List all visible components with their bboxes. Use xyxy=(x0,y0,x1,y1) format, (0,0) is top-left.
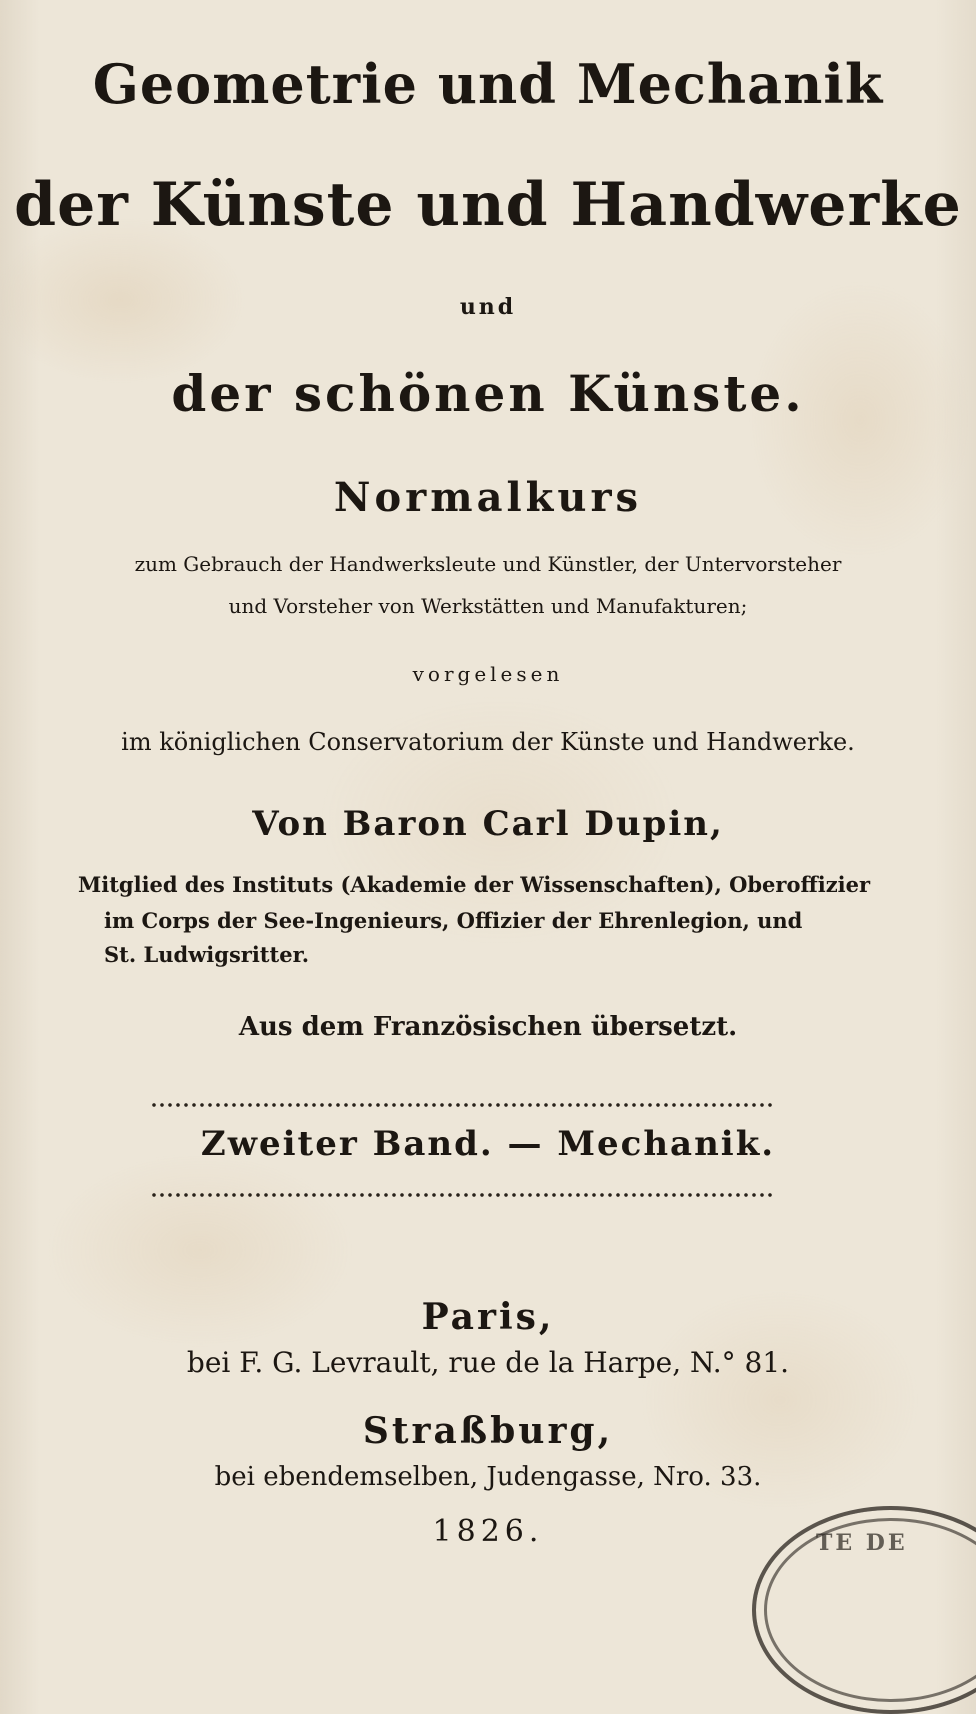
wavy-rule-top xyxy=(150,1100,772,1110)
imprint-city-paris: Paris, xyxy=(421,1296,555,1338)
subtitle-line-1: zum Gebrauch der Handwerksleute und Künstler, der Untervorsteher xyxy=(134,552,842,576)
title-line-3: der schönen Künste. xyxy=(171,364,805,423)
title-line-2: der Künste und Handwerke xyxy=(14,170,962,240)
imprint-publisher-paris: bei F. G. Levrault, rue de la Harpe, N.° 81. xyxy=(186,1346,790,1379)
volume-line: Zweiter Band. — Mechanik. xyxy=(200,1124,776,1164)
subtitle-read: vorgelesen xyxy=(412,662,564,686)
translation-note: Aus dem Französischen übersetzt. xyxy=(238,1012,738,1042)
stamp-text: TE DE xyxy=(816,1530,908,1556)
author-byline: Von Baron Carl Dupin, xyxy=(252,804,724,844)
imprint-year: 1826. xyxy=(432,1514,544,1549)
wavy-rule-bottom xyxy=(150,1190,772,1200)
subtitle-line-2: und Vorsteher von Werkstätten und Manufakturen; xyxy=(228,594,748,618)
author-credentials-line-2: im Corps der See-Ingenieurs, Offizier der Ehrenlegion, und xyxy=(104,908,803,933)
subtitle-venue: im königlichen Conservatorium der Künste und Handwerke. xyxy=(121,728,855,756)
author-credentials-line-1: Mitglied des Instituts (Akademie der Wissenschaften), Oberoffizier xyxy=(78,872,871,897)
title-line-1: Geometrie und Mechanik xyxy=(92,52,884,116)
imprint-city-strassburg: Straßburg, xyxy=(362,1410,614,1452)
imprint-publisher-strassburg: bei ebendemselben, Judengasse, Nro. 33. xyxy=(214,1462,762,1492)
author-credentials-line-3: St. Ludwigsritter. xyxy=(104,942,310,967)
subtitle-heading: Normalkurs xyxy=(333,474,643,521)
title-connector: und xyxy=(459,294,517,320)
